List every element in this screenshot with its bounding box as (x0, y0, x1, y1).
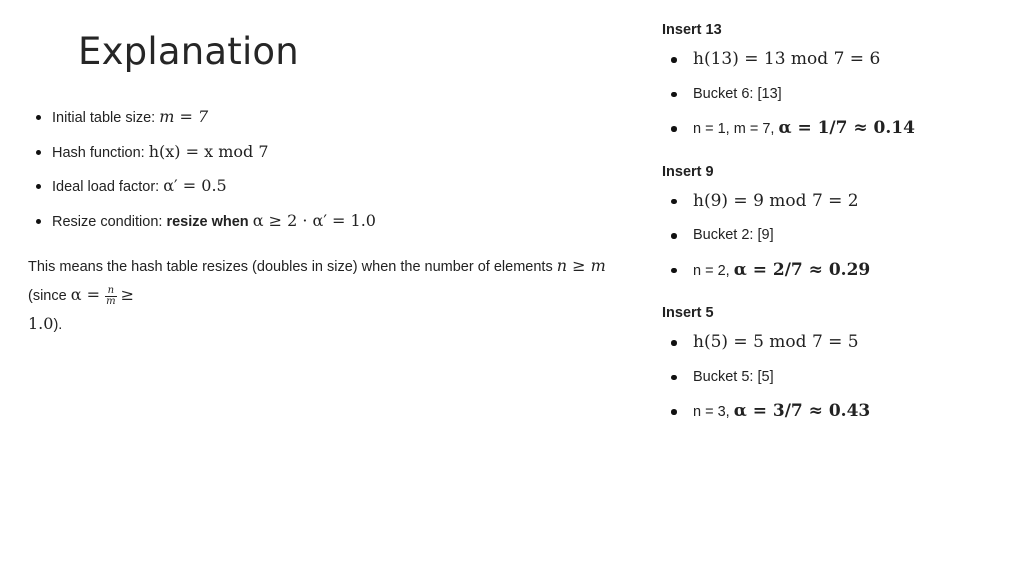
bucket-step (662, 77, 1002, 112)
hash-math: h(13) = 13 mod 7 = 6 (693, 49, 881, 69)
item-label: Hash function: (52, 144, 149, 161)
fraction-n-over-m (105, 286, 116, 307)
hash-step (662, 325, 1002, 360)
bucket-step (662, 218, 1002, 253)
section-list (662, 42, 1002, 146)
definitions-list (34, 104, 634, 242)
bucket-text: Bucket 2: [9] (693, 227, 774, 243)
bucket-step (662, 360, 1002, 395)
item-math: m = 7 (159, 107, 209, 126)
load-step (662, 111, 1002, 146)
para-math-3: ≥ (120, 285, 135, 304)
load-step (662, 253, 1002, 288)
section-list (662, 325, 1002, 429)
load-prefix: n = 2, (693, 262, 734, 279)
list-item-hash-function (34, 139, 634, 174)
para-text-2: (since (28, 288, 71, 304)
item-math: h(x) = x mod 7 (148, 141, 269, 161)
hash-math: h(5) = 5 mod 7 = 5 (693, 332, 859, 352)
insert-9-section (662, 160, 1002, 288)
section-title: Insert 5 (662, 305, 714, 321)
para-text-3: ). (53, 317, 63, 333)
load-math: α = 2/7 ≈ 0.29 (733, 259, 871, 280)
para-math-1: n ≥ m (556, 256, 606, 275)
hash-step (662, 184, 1002, 219)
slide-title: Explanation (78, 30, 299, 73)
item-label: Ideal load factor: (52, 179, 164, 195)
list-item-load-factor (34, 173, 634, 208)
item-label: Initial table size: (52, 110, 160, 126)
item-bold: resize when (166, 213, 253, 230)
fraction-denominator: m (106, 295, 116, 307)
hash-step (662, 42, 1002, 77)
bucket-text: Bucket 5: [5] (693, 368, 774, 385)
insert-13-section (662, 18, 1002, 146)
insert-5-section (662, 301, 1002, 429)
bucket-text: Bucket 6: [13] (693, 85, 782, 102)
load-math: α = 3/7 ≈ 0.43 (733, 401, 871, 421)
load-step (662, 394, 1002, 429)
fraction-numerator: n (105, 286, 116, 297)
explanation-paragraph (28, 252, 628, 339)
para-text-1: This means the hash table resizes (doubles in size) when the number of elements (28, 259, 557, 275)
list-item-initial-size (34, 104, 634, 139)
section-title: Insert 13 (662, 22, 722, 38)
item-label: Resize condition: (52, 213, 167, 230)
para-math-2: α = (70, 285, 106, 304)
insert-steps (662, 18, 1002, 443)
para-math-4: 1.0 (28, 314, 54, 333)
item-math: α′ = 0.5 (163, 176, 227, 195)
load-prefix: n = 3, (693, 404, 734, 420)
hash-math: h(9) = 9 mod 7 = 2 (693, 190, 859, 211)
load-math: α = 1/7 ≈ 0.14 (778, 118, 915, 138)
section-list (662, 184, 1002, 288)
list-item-resize-condition (34, 208, 634, 243)
load-prefix: n = 1, m = 7, (693, 121, 779, 137)
section-title: Insert 9 (662, 163, 714, 180)
item-math: α ≥ 2 · α′ = 1.0 (252, 210, 376, 230)
